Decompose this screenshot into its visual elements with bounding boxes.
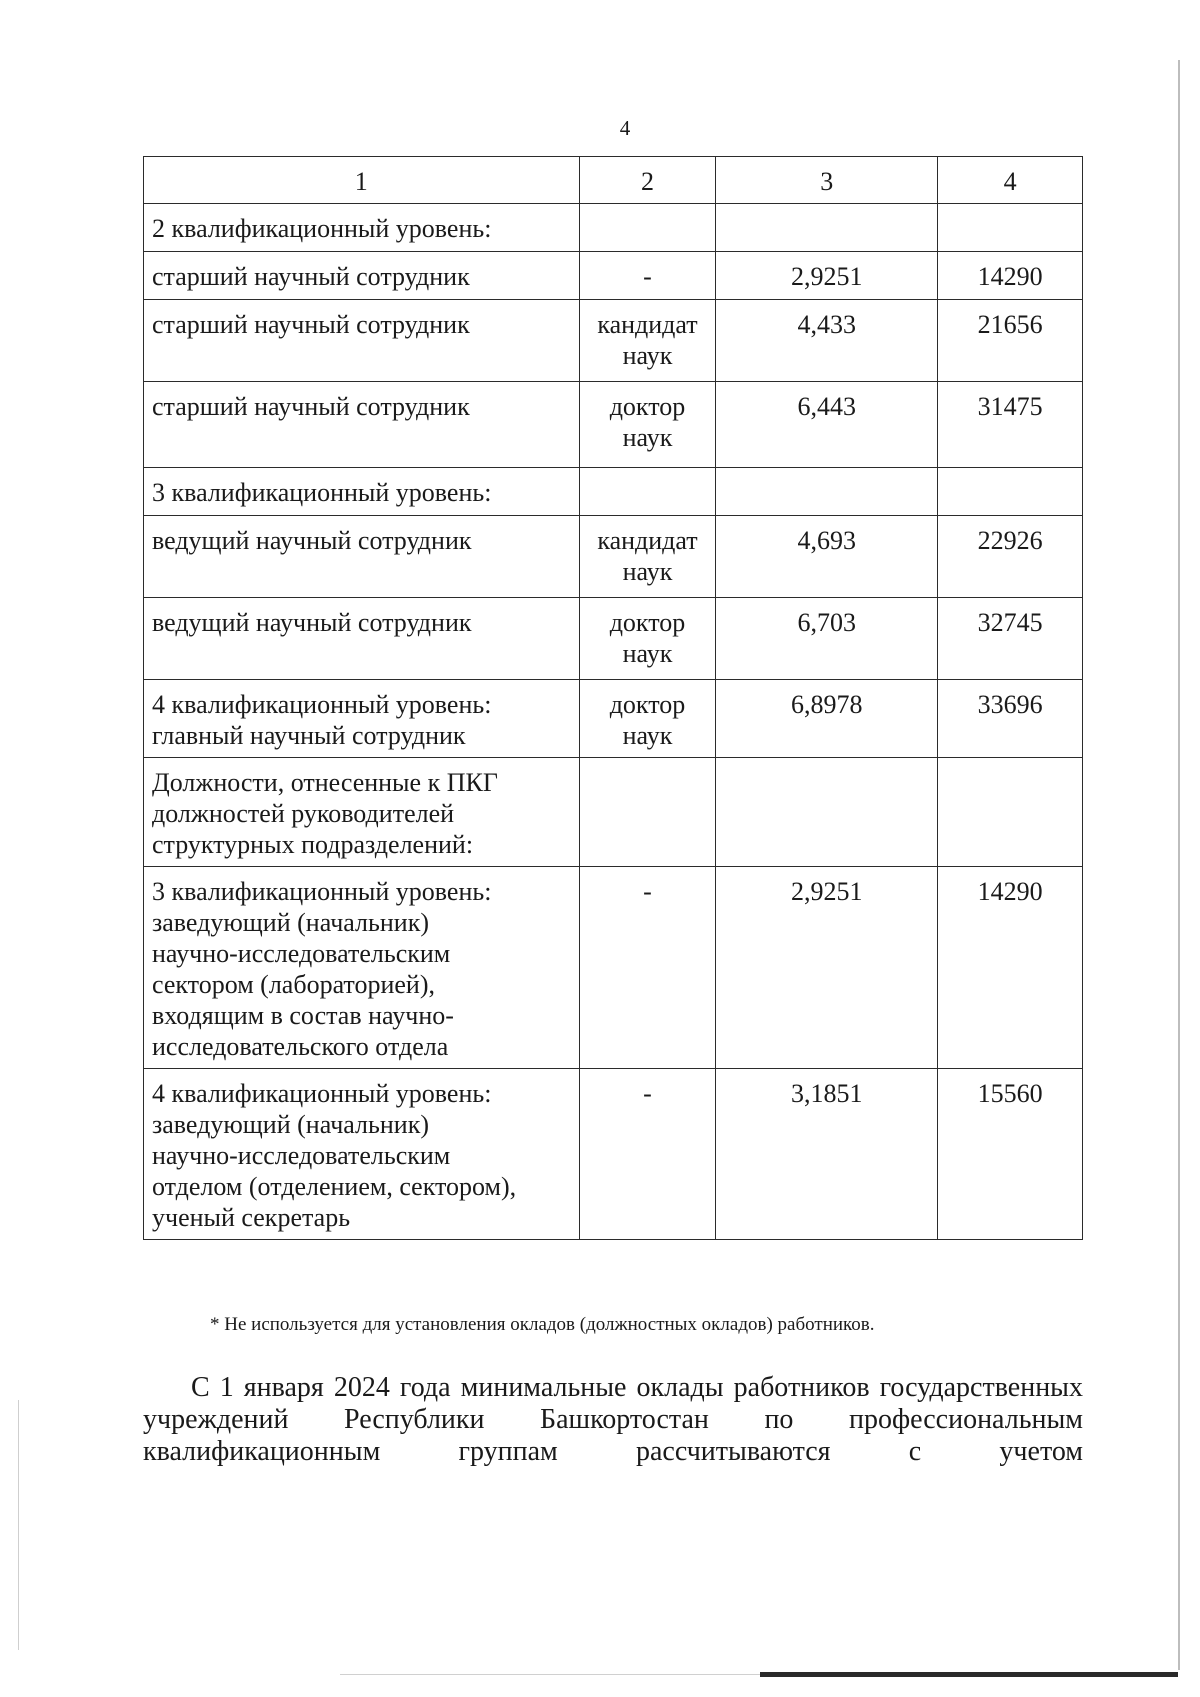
table-row [144, 468, 1083, 516]
degree-cell: доктор наук [579, 382, 716, 468]
salary-table [143, 156, 1083, 1240]
header-cell: 4 [938, 157, 1083, 204]
coefficient-cell [716, 758, 938, 867]
position-cell: старший научный сотрудник [144, 382, 580, 468]
position-cell: Должности, отнесенные к ПКГ должностей руководителей структурных подразделений: [144, 758, 580, 867]
position-cell: ведущий научный сотрудник [144, 516, 580, 598]
position-cell: 4 квалификационный уровень: заведующий (начальник) научно-исследовательским отделом (отделением, сектором), ученый секретарь [144, 1069, 580, 1240]
table-row [144, 252, 1083, 300]
degree-cell: кандидат наук [579, 300, 716, 382]
header-cell: 3 [716, 157, 938, 204]
coefficient-cell: 3,1851 [716, 1069, 938, 1240]
salary-cell [938, 204, 1083, 252]
table-header-row [144, 157, 1083, 204]
coefficient-cell: 2,9251 [716, 252, 938, 300]
position-cell: старший научный сотрудник [144, 300, 580, 382]
salary-cell [938, 758, 1083, 867]
degree-cell [579, 468, 716, 516]
salary-cell [938, 468, 1083, 516]
position-cell: 3 квалификационный уровень: заведующий (начальник) научно-исследовательским сектором (лабораторией), входящим в состав научно- исследовательского отдела [144, 867, 580, 1069]
table-row [144, 598, 1083, 680]
table-row [144, 382, 1083, 468]
coefficient-cell: 6,443 [716, 382, 938, 468]
header-cell: 1 [144, 157, 580, 204]
paragraph-text: С 1 января 2024 года минимальные оклады работников государственных учреждений Республики Башкортостан по профессиональным квалификационным группам рассчитываются с учетом [143, 1372, 1083, 1467]
salary-cell: 32745 [938, 598, 1083, 680]
table-row [144, 1069, 1083, 1240]
table-footnote: * Не используется для установления окладов (должностных окладов) работников. [210, 1314, 875, 1335]
salary-cell: 14290 [938, 867, 1083, 1069]
table-row [144, 204, 1083, 252]
salary-cell: 21656 [938, 300, 1083, 382]
coefficient-cell [716, 468, 938, 516]
coefficient-cell: 2,9251 [716, 867, 938, 1069]
salary-cell: 22926 [938, 516, 1083, 598]
page-number: 4 [619, 116, 631, 140]
degree-cell [579, 204, 716, 252]
position-cell: 4 квалификационный уровень: главный научный сотрудник [144, 680, 580, 758]
coefficient-cell: 4,433 [716, 300, 938, 382]
coefficient-cell [716, 204, 938, 252]
position-cell: 3 квалификационный уровень: [144, 468, 580, 516]
degree-cell [579, 758, 716, 867]
degree-cell: кандидат наук [579, 516, 716, 598]
coefficient-cell: 4,693 [716, 516, 938, 598]
scan-edge-bottom-light [340, 1674, 760, 1675]
scan-edge-right [1178, 60, 1180, 1670]
degree-cell: доктор наук [579, 598, 716, 680]
header-cell: 2 [579, 157, 716, 204]
position-cell: старший научный сотрудник [144, 252, 580, 300]
table-row [144, 680, 1083, 758]
salary-cell: 33696 [938, 680, 1083, 758]
salary-cell: 31475 [938, 382, 1083, 468]
body-paragraph [143, 1372, 1083, 1468]
degree-cell: - [579, 1069, 716, 1240]
degree-cell: - [579, 252, 716, 300]
coefficient-cell: 6,703 [716, 598, 938, 680]
salary-cell: 15560 [938, 1069, 1083, 1240]
table-row [144, 300, 1083, 382]
salary-cell: 14290 [938, 252, 1083, 300]
table-row [144, 867, 1083, 1069]
coefficient-cell: 6,8978 [716, 680, 938, 758]
table-row [144, 516, 1083, 598]
degree-cell: - [579, 867, 716, 1069]
scan-edge-left [18, 1400, 19, 1650]
position-cell: 2 квалификационный уровень: [144, 204, 580, 252]
scan-edge-bottom [760, 1672, 1178, 1677]
position-cell: ведущий научный сотрудник [144, 598, 580, 680]
table-row [144, 758, 1083, 867]
degree-cell: доктор наук [579, 680, 716, 758]
